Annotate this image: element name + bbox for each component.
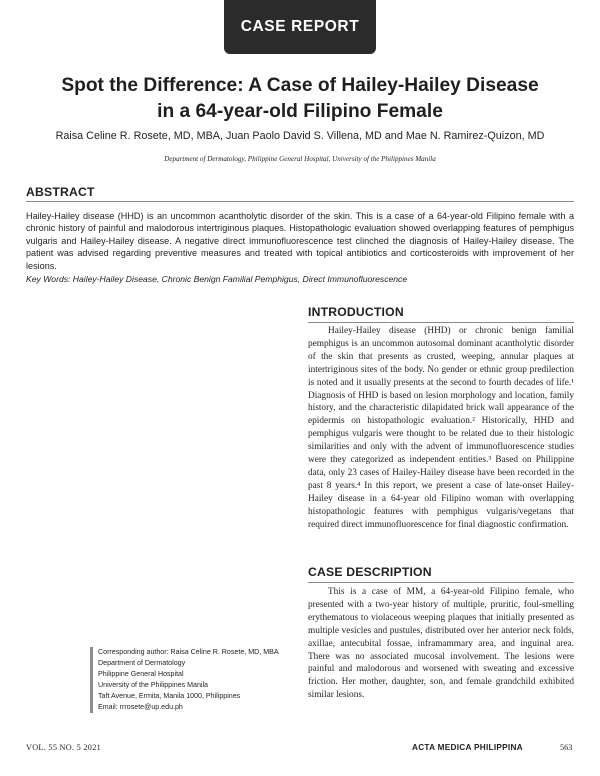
footer-journal-name: ACTA MEDICA PHILIPPINA bbox=[412, 743, 523, 752]
case-description-divider bbox=[308, 582, 574, 583]
introduction-body bbox=[308, 325, 574, 532]
footer-page-number: 563 bbox=[560, 743, 573, 752]
case-description-body bbox=[308, 586, 574, 702]
author-list: Raisa Celine R. Rosete, MD, MBA, Juan Paolo David S. Villena, MD and Mae N. Ramirez-Quizon, MD bbox=[55, 130, 545, 142]
author-affiliation: Department of Dermatology, Philippine General Hospital, University of the Philippines Manila bbox=[164, 155, 436, 163]
introduction-divider bbox=[308, 322, 574, 323]
correspondence-box bbox=[90, 647, 280, 713]
banner-label: CASE REPORT bbox=[240, 18, 360, 35]
correspondence-university: University of the Philippines Manila bbox=[98, 681, 209, 689]
title-line-2: in a 64-year-old Filipino Female bbox=[157, 101, 443, 122]
abstract-heading: ABSTRACT bbox=[26, 185, 95, 199]
case-description-paragraph: This is a case of MM, a 64-year-old Filipino female, who presented with a two-year history of multiple, pruritic, foul-smelling erythematous to violaceous weeping plaques that initially presented as multiple vesicles and pustules, distributed over her anterior neck folds, axillae, antecubital fossae, inframammary area, and inguinal area. There was no associated mucosal involvement. The lesions were painful and malodorous and worsened with sweating and excessive friction. Her mother, daughter, son, and female grandchild exhibited similar lesions. bbox=[308, 587, 574, 701]
footer-volume: VOL. 55 NO. 5 2021 bbox=[26, 743, 101, 752]
correspondence-address: Taft Avenue, Ermita, Manila 1000, Philippines bbox=[98, 692, 241, 700]
keywords: Key Words: Hailey-Hailey Disease, Chronic Benign Familial Pemphigus, Direct Immunofluorescence bbox=[26, 274, 408, 284]
introduction-heading: INTRODUCTION bbox=[308, 305, 404, 319]
section-banner bbox=[224, 0, 376, 54]
correspondence-email: Email: rrrosete@up.edu.ph bbox=[98, 703, 183, 711]
abstract-text: Hailey-Hailey disease (HHD) is an uncommon acantholytic disorder of the skin. This is a case of a 64-year-old Filipino female with a chronic history of painful and malodorous intertriginous plaques. Histopathologic evaluation showed overlapping features of pemphigus vulgaris and Hailey-Hailey disease. A negative direct immunofluorescence test clinched the diagnosis of Hailey-Hailey disease. The patient was advised regarding preventive measures and treated with topical antibiotics and corticosteroids with improvement of her lesions. bbox=[26, 211, 574, 271]
correspondence-author: Corresponding author: Raisa Celine R. Rosete, MD, MBA bbox=[98, 648, 279, 656]
title-line-1: Spot the Difference: A Case of Hailey-Hailey Disease bbox=[61, 75, 539, 96]
correspondence-hospital: Philippine General Hospital bbox=[98, 670, 184, 678]
case-description-heading: CASE DESCRIPTION bbox=[308, 565, 432, 579]
correspondence-department: Department of Dermatology bbox=[98, 659, 186, 667]
article-title bbox=[40, 73, 560, 125]
abstract-divider bbox=[26, 201, 574, 202]
introduction-paragraph: Hailey-Hailey disease (HHD) or chronic benign familial pemphigus is an uncommon autosomal dominant acantholytic disorder of the skin that presents as crusted, weeping, annular plaques at intertriginous sites of the body. No gender or ethnic group predilection is noted and it usually presents at the second to fourth decades of life.¹ Diagnosis of HHD is based on lesion morphology and location, family history, and the characteristic dilapidated brick wall appearance of the epidermis on histopathologic evaluation.² Historically, HHD and pemphigus vulgaris were thought to be related due to their histologic similarities and only with the advent of immunofluorescence studies were they categorized as independent entities.³ Based on Philippine data, only 23 cases of Hailey-Hailey disease have been recorded in the past 8 years.⁴ In this report, we present a case of late-onset Hailey-Hailey disease in a 64-year old Filipino woman with overlapping histopathologic features with pemphigus vulgaris/vegetans that required direct immunofluorescence for final diagnostic confirmation. bbox=[308, 326, 574, 530]
